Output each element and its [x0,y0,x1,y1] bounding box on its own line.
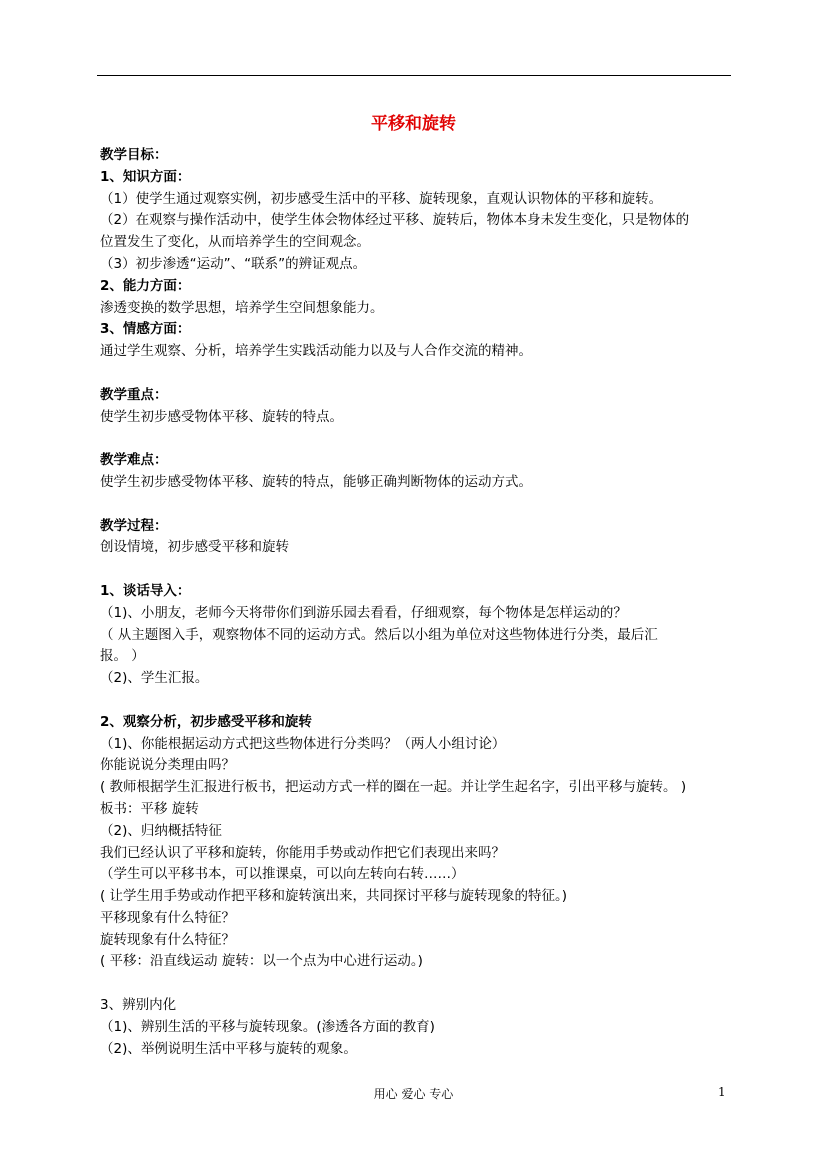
document-title: 平移和旋转 [371,114,456,134]
text-line: 平移现象有什么特征？ [100,909,235,926]
blank-line [100,494,736,516]
document-body [100,145,736,1060]
section-heading: 教学过程： [100,517,168,534]
section-heading: 3、情感方面： [100,321,191,338]
blank-line [100,559,736,581]
section-heading: 教学目标： [100,147,168,163]
text-line: 渗透变换的数学思想，培养学生空间想象能力。 [100,299,384,316]
text-line: 我们已经认识了平移和旋转，你能用手势或动作把它们表现出来吗？ [100,844,505,861]
text-line: （学生可以平移书本，可以推课桌，可以向左转向右转……） [100,866,465,883]
text-line: 板书：平移 旋转 [100,800,199,817]
text-line: （3）初步渗透“运动”、“联系”的辨证观点。 [100,255,367,272]
text-line: 旋转现象有什么特征？ [100,931,235,948]
text-line: （2)、学生汇报。 [100,670,209,687]
page-footer: 用心 爱心 专心 [373,1087,454,1101]
text-line: （1)、小朋友，老师今天将带你们到游乐园去看看，仔细观察，每个物体是怎样运动的？ [100,604,627,621]
section-heading: 2、能力方面： [100,277,191,294]
section-heading: 教学难点： [100,452,168,469]
text-line: （ 从主题图入手，观察物体不同的运动方式。然后以小组为单位对这些物体进行分类，最后汇 [100,626,658,643]
blank-line [100,428,736,450]
text-line: 使学生初步感受物体平移、旋转的特点，能够正确判断物体的运动方式。 [100,473,532,490]
text-line: 通过学生观察、分析，培养学生实践活动能力以及与人合作交流的精神。 [100,343,532,360]
section-heading: 1、谈话导入： [100,582,191,599]
text-line: （2）在观察与操作活动中，使学生体会物体经过平移、旋转后，物体本身未发生变化，只是物体的 [100,212,690,229]
text-line: 你能说说分类理由吗？ [100,757,235,774]
text-line: （1)、辨别生活的平移与旋转现象。(渗透各方面的教育) [100,1018,435,1035]
text-line: ( 教师根据学生汇报进行板书，把运动方式一样的圈在一起。并让学生起名字，引出平移与旋转。 ) [100,779,687,796]
text-line: （1）使学生通过观察实例，初步感受生活中的平移、旋转现象，直观认识物体的平移和旋转。 [100,190,663,207]
page-number: 1 [718,1085,726,1099]
header-rule [97,75,731,76]
text-line: （1)、你能根据运动方式把这些物体进行分类吗？（两人小组讨论） [100,735,506,752]
text-line: 创设情境，初步感受平移和旋转 [100,539,289,556]
text-line: （2)、举例说明生活中平移与旋转的观象。 [100,1040,357,1057]
blank-line [100,973,736,995]
blank-line [100,363,736,385]
text-line: ( 平移：沿直线运动 旋转：以一个点为中心进行运动。) [100,953,423,970]
text-line: （2)、归纳概括特征 [100,822,222,839]
section-heading: 2、观察分析，初步感受平移和旋转 [100,713,312,730]
text-line: 使学生初步感受物体平移、旋转的特点。 [100,408,343,425]
text-line: 报。 ） [100,648,145,665]
text-line: 3、辨别内化 [100,997,177,1014]
text-line: ( 让学生用手势或动作把平移和旋转演出来，共同探讨平移与旋转现象的特征。) [100,888,568,905]
blank-line [100,690,736,712]
section-heading: 教学重点： [100,386,168,403]
text-line: 位置发生了变化，从而培养学生的空间观念。 [100,234,370,251]
section-heading: 1、知识方面： [100,168,191,185]
